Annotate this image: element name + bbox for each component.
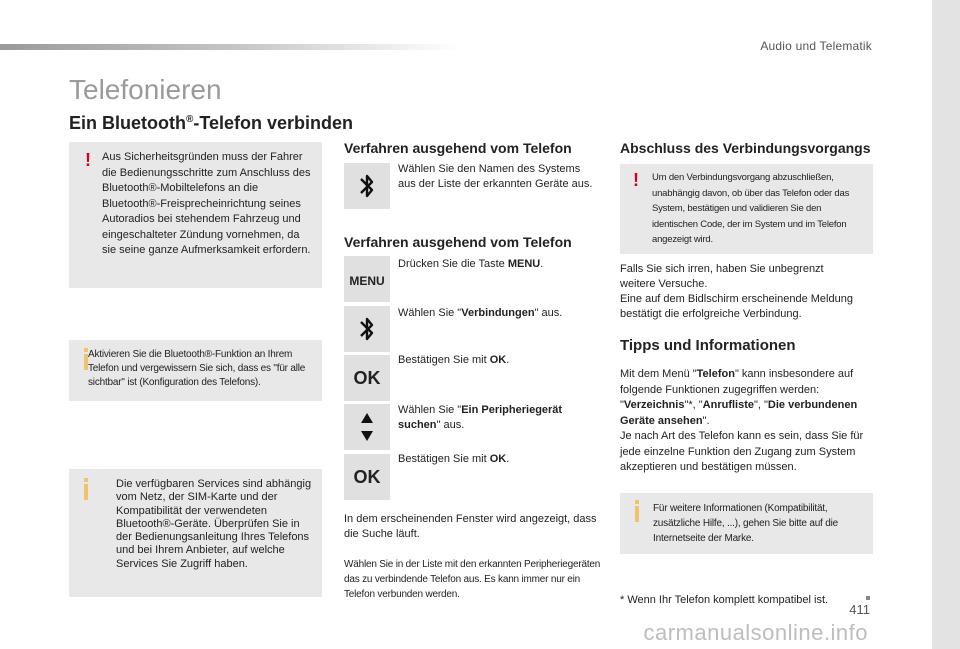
bluetooth-visibility-info-text: Aktivieren Sie die Bluetooth®-Funktion an Ihrem Telefon und vergewissern Sie sich, dass es "für alle sichtbar" ist (Konfiguration des Telefons). (88, 349, 306, 388)
header-gradient-bar (0, 44, 460, 50)
heading-finish-connection: Abschluss des Verbindungsvorgangs (620, 140, 871, 156)
bluetooth-icon (359, 314, 375, 344)
safety-warning-box (69, 142, 322, 288)
search-running-text: In dem erscheinenden Fenster wird angezeigt, dass die Suche läuft. (344, 513, 597, 540)
arrow-down-icon (360, 430, 374, 442)
info-icon (84, 484, 88, 500)
step-select-system: Wählen Sie den Namen des Systems aus der Liste der erkannten Geräte aus. (398, 163, 593, 190)
page-title: Telefonieren (69, 74, 222, 105)
page-edge-sidebar (932, 0, 960, 649)
heading-tips: Tipps und Informationen (620, 337, 796, 354)
tips-text: Mit dem Menü "Telefon" kann insbesondere auf folgende Funktionen zugegriffen werden: "Verzeichnis"*, "Anrufliste", "Die verbundenen Geräte ansehen". (620, 368, 858, 427)
watermark: carmanualsonline.info (643, 620, 868, 645)
services-info-text: Die verfügbaren Services sind abhängig vom Netz, der SIM-Karte und der Kompatibilität der verwendeten Bluetooth®-Geräte. Überprüfen Sie in der Bedienungsanleitung Ihres Telefons und bei Ihrem Anbieter, auf welche Services Sie Zugriff haben. (116, 478, 312, 570)
services-info-box (69, 469, 322, 597)
step-select-connections: Wählen Sie "Verbindungen" aus. (398, 307, 563, 319)
sub-title: Ein Bluetooth®-Telefon verbinden (69, 113, 354, 133)
info-icon (635, 506, 639, 522)
success-message-text: Eine auf dem Bidlschirm erscheinende Meldung bestätigt die erfolgreiche Verbindung. (620, 293, 853, 320)
ok-key-label: OK (353, 466, 381, 487)
bluetooth-icon (359, 171, 375, 201)
tips-access-text: Je nach Art des Telefon kann es sein, dass Sie für jede einzelne Funktion den Zugang zum System akzeptieren und bestätigen müssen. (620, 430, 864, 473)
bluetooth-visibility-info-box (69, 340, 322, 401)
arrow-up-icon (360, 412, 374, 424)
ok-key-label: OK (353, 367, 381, 388)
code-warning-text: Um den Verbindungsvorgang abzuschließen, unabhängig davon, ob über das Telefon oder das System, bestätigen und validieren Sie den identischen Code, der im System und im Telefon angezeigt wird. (652, 172, 850, 245)
bluetooth-key (344, 306, 390, 352)
step-search-device: Wählen Sie "Ein Peripheriegerät suchen" aus. (398, 404, 563, 431)
step-confirm-ok-2: Bestätigen Sie mit OK. (398, 453, 510, 465)
bluetooth-key (344, 163, 390, 209)
ok-key (344, 355, 390, 401)
warning-icon: ! (85, 150, 91, 170)
select-phone-text: Wählen Sie in der Liste mit den erkannten Peripheriegeräten das zu verbindende Telefon aus. Es kann immer nur ein Telefon verbunden werden. (344, 559, 601, 600)
menu-key-label: MENU (349, 274, 385, 288)
footnote: * Wenn Ihr Telefon komplett kompatibel ist. (620, 594, 829, 606)
step-confirm-ok-1: Bestätigen Sie mit OK. (398, 354, 510, 366)
page-number-mark (866, 596, 870, 600)
website-info-text: Für weitere Informationen (Kompatibilität, zusätzliche Hilfe, ...), gehen Sie bitte auf die Internetseite der Marke. (653, 503, 838, 544)
step-press-menu: Drücken Sie die Taste MENU. (398, 258, 544, 270)
heading-from-phone-1: Verfahren ausgehend vom Telefon (344, 140, 572, 156)
heading-from-phone-2: Verfahren ausgehend vom Telefon (344, 234, 572, 250)
page-number: 411 (849, 602, 870, 617)
safety-warning-text: Aus Sicherheitsgründen muss der Fahrer die Bedienungsschritte zum Anschluss des Bluetooth®-Mobiltelefons an die Bluetooth®-Freisprecheinrichtung seines Autoradios bei stehendem Fahrzeug und eingeschalteter Zündung vornehmen, da sie seine ganze Aufmerksamkeit erfordern. (102, 151, 311, 256)
section-name: Audio und Telematik (760, 39, 872, 53)
website-info-box (620, 493, 873, 554)
ok-key (344, 454, 390, 500)
retry-text: Falls Sie sich irren, haben Sie unbegrenzt weitere Versuche. (620, 263, 824, 290)
code-warning-box (620, 164, 873, 254)
menu-key (344, 256, 390, 302)
arrow-keys (344, 404, 390, 450)
warning-icon: ! (633, 170, 639, 190)
